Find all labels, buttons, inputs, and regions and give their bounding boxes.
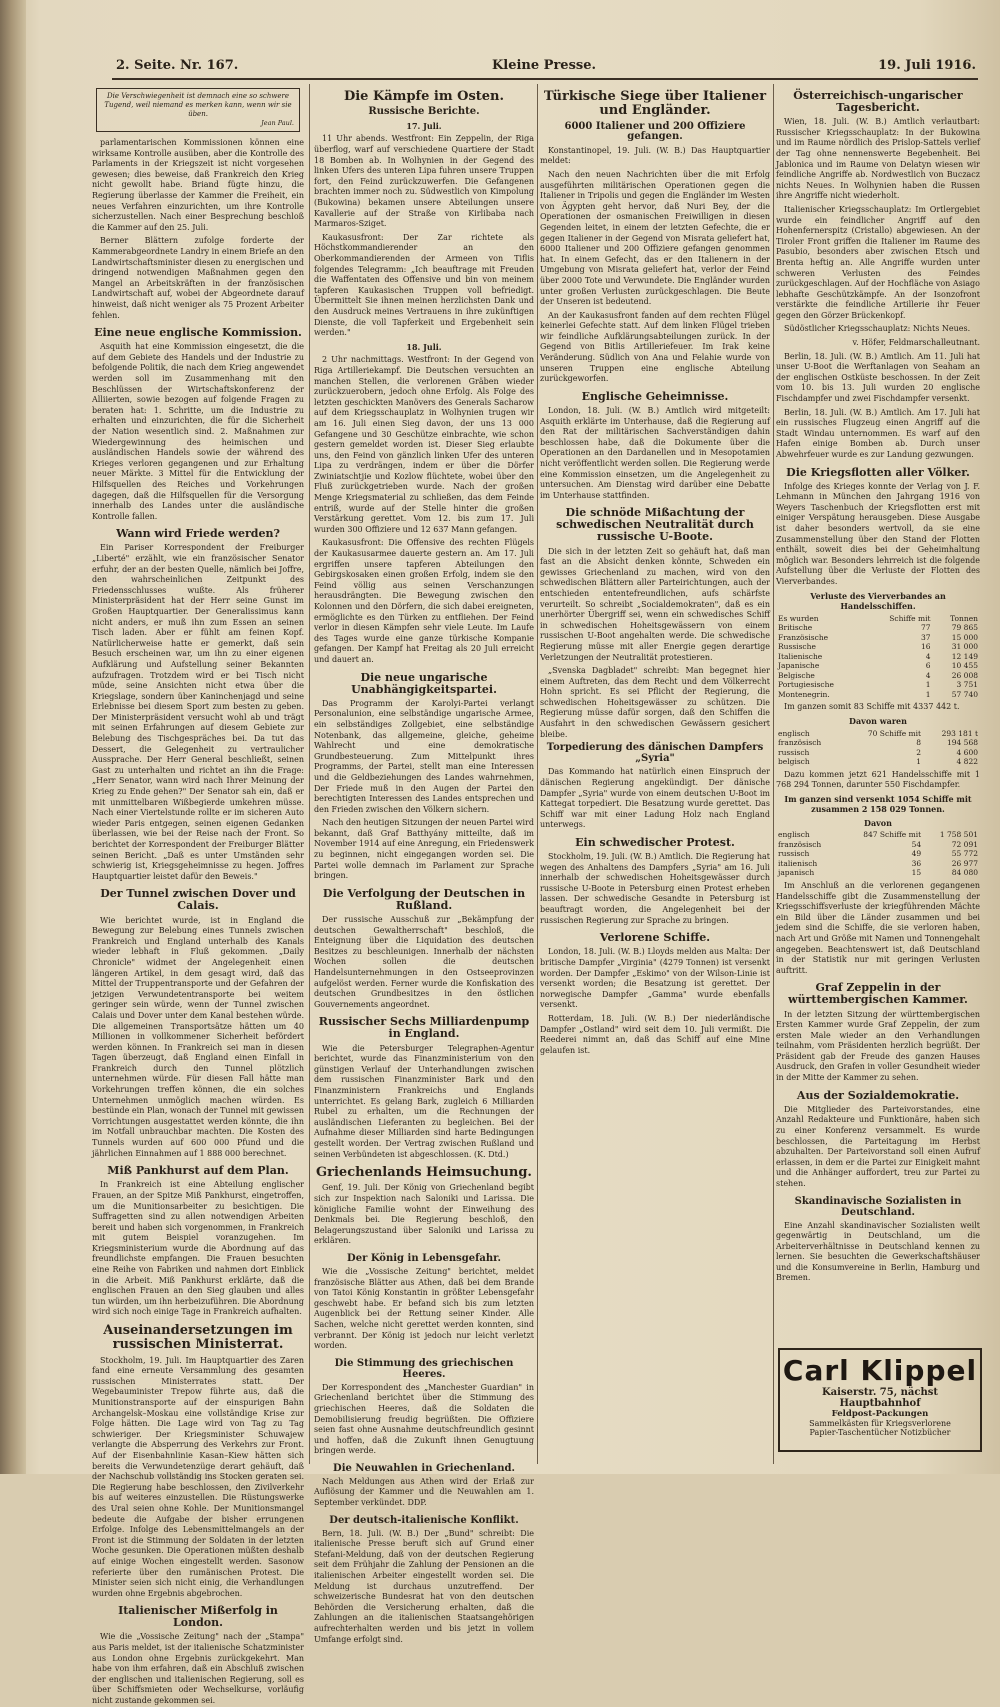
table-cell: 16 [920,642,931,652]
article-paragraph: In Frankreich ist eine Abteilung englischer Frauen, an der Spitze Miß Pankhurst, eingetroffen, um die Munitionsarbeiter zu besichtigen. Die Suffragetten sind zu allen notwendigen Arbeiten bereit und haben sich vorgenommen, in Frankreich mit gutem Beispiel voranzugehen. Im Kriegsministerium wurde die Abordnung auf das freundlichste empfangen. Die Frauen besuchten eine Reihe von Fabriken und nahmen dort Einblick in die Arbeit. Miß Pankhurst erklärte, daß die englischen Frauen an den Sieg glauben und alles tun würden, um ihn herbeizuführen. Die Abordnung wird sich noch einige Tage in Frankreich aufhalten. [92,1180,304,1317]
article-headline: Griechenlands Heimsuchung. [316,1165,532,1181]
article-paragraph: Im Anschluß an die verlorenen gegangenen Handelsschiffe gibt die Zusammenstellung der Kriegsschiffsverluste der kriegführenden Mächte ein Bild über die Länder zusammen und bei jedem sind die Schiffe, die sie verloren haben, nach Art und Größe mit Namen und Tonnengehalt angegeben. Beachtenswert ist, daß Deutschland in der Statistik nur mit geringen Verlusten auftritt. [776,880,981,975]
column-4 [776,84,980,1344]
advertisement [778,1348,982,1452]
ad-line: Papier-Taschentücher Notizbücher [809,1428,951,1437]
article-paragraph: London, 18. Juli. (W. B.) Amtlich wird mitgeteilt: Asquith erklärte im Unterhause, daß die Regierung auf den Rat der militärischen Sachverständigen dahin beschlossen habe, daß die Dokumente über die Operationen an den Dardanellen und in Mesopotamien nicht veröffentlicht werden sollen. Die Regierung werde eine Kommission einsetzen, um die Angelegenheit zu untersuchen. Am Dienstag wird darüber eine Debatte im Unterhause stattfinden. [540,405,770,500]
article-paragraph: Wien, 18. Juli. (W. B.) Amtlich verlautbart: Russischer Kriegsschauplatz: In der Bukowina und im Raume nördlich des Prislop-Sattels verlief der Tag ohne nennenswerte Begebenheit. Bei Jablonica und im Raume von Delatyn wiesen wir feindliche Angriffe ab. Nordwestlich von Buczacz nichts Neues. In Wolhynien haben die Russen ihre Angriffe nicht wiederholt. [776,117,980,201]
article-subheadline: 6000 Italiener und 200 Offiziere gefangen. [564,120,746,143]
table-row [776,849,980,859]
article-paragraph: Die sich in der letzten Zeit so gehäuft hat, daß man fast an die Absicht denken könnte, Schweden ein gewisses Griechenland zu machen, wird von den schwedischen Blättern aller Parteirichtungen, auch der entschieden ententefreundlichen, aufs schärfste verurteilt. So schreibt „Socialdemokraten", daß es ein unerhörter Übergriff sei, wenn ein schwedisches Schiff in schwedischen Hoheitsgewässern von einem russischen U-Boot angehalten werde. Die schwedische Regierung müsse mit aller Energie gegen derartige Verletzungen der Neutralität protestieren. [540,546,770,662]
article-paragraph: Das Kommando hat natürlich einen Einspruch der dänischen Regierung angekündigt. Der dänische Dampfer „Syria" wurde von einem deutschen U-Boot im Kattegat torpediert. Die Besatzung wurde gerettet. Das Schiff war mit einer Ladung Holz nach England unterwegs. [540,767,770,830]
table-cell: japanisch [778,868,815,878]
table-cell: 79 865 [951,623,978,633]
table-cell: 54 [911,839,922,849]
table-row [776,738,980,748]
losses-table-3 [776,830,980,878]
table-cell: Russische [778,642,816,652]
losses-table-2 [776,729,980,767]
table-cell: 6 [925,661,931,671]
article-paragraph: London, 18. Juli. (W. B.) Lloyds melden aus Malta: Der britische Dampfer „Virginia" (4279 Tonnen) ist versenkt worden. Der Dampfer „Eskimo" von der Wilson-Linie ist versenkt worden; die Besatzung ist gerettet. Der norwegische Dampfer „Gamma" wurde ebenfalls versenkt. [540,947,770,1010]
table-cell: 55 772 [951,849,978,859]
table-cell: englisch [778,830,810,840]
ad-line: Sammelkästen für Kriegsverlorene [809,1419,951,1428]
table-cell: 293 181 t [941,728,978,738]
article-subheadline: Torpedierung des dänischen Dampfers „Syria" [546,742,764,764]
article-paragraph: Nach Meldungen aus Athen wird der Erlaß zur Auflösung der Kammer und die Neuwahlen am 1. September verkündet. DDP. [314,1476,534,1508]
table-cell: 36 [911,858,922,868]
column-2 [314,84,534,1644]
table-cell: 1 758 501 [939,830,978,840]
table-cell: Britische [778,623,813,633]
table-cell: Es wurden [778,613,819,623]
article-paragraph: Stockholm, 19. Juli. Im Hauptquartier des Zaren fand eine erneute Versammlung des gesamten russischen Ministerrates statt. Der Wegebauminister Trepow führte aus, daß die Munitionstransporte auf der einspurigen Bahn Archangelsk–Moskau eine vollständige Krise zur Folge hätten. Die Lage wird von Tag zu Tag schwieriger. Der Kriegsminister Schuwajew verlangte die Absperrung des Verkehrs zur Front. Auf der Eisenbahnlinie Kasan–Kiew hätten sich bereits die Verwundetenzüge derart gehäuft, daß der Nachschub vollständig ins Stocken geraten sei. Die Regierung habe beschlossen, den Zivilverkehr bis auf weiteres einzustellen. Die Rüstungswerke des Ural seien ohne Kohle. Der Munitionsmangel bedeute die Aufgabe der bisher errungenen Erfolge. Infolge des Lebensmittelmangels an der Front ist die Stimmung der Soldaten in der letzten Woche gesunken. Die Operationen müßten deshalb auf einige Wochen eingestellt werden. Sasonow referierte über den rumänischen Protest. Die Minister seien sich nicht einig, die Verhandlungen wurden ohne Ergebnis abgebrochen. [92,1355,304,1598]
column-divider [537,84,538,1464]
losses-table-1 [776,614,980,700]
article-headline: Miß Pankhurst auf dem Plan. [107,1164,289,1178]
table-cell: 2 [916,747,922,757]
article-paragraph: parlamentarischen Kommissionen können eine wirksame Kontrolle ausüben, aber die Kontrolle des Parlaments in der Kriegszeit ist nicht vorgesehen gewesen; dies beweise, daß Frankreich den Krieg nicht gewollt habe. Briand fügte hinzu, die Regierung überlasse der Kammer die Freiheit, ein neues Verfahren einzurichten, um ihre Kontrolle sicherzustellen. Nach einer Besprechung beschloß die Kammer auf den 25. Juli. [92,138,304,232]
article-paragraph: Stockholm, 19. Juli. (W. B.) Amtlich. Die Regierung hat wegen des Anhaltens des Dampfers „Syria" am 16. Juli innerhalb der schwedischen Hoheitsgewässer durch russische U-Boote in Petersburg einen Protest erheben lassen. Der schwedische Gesandte in Petersburg ist beauftragt worden, die Angelegenheit bei der russischen Regierung zur Sprache zu bringen. [540,852,770,925]
masthead-rule [112,78,978,80]
table-cell: russisch [778,849,810,859]
article-paragraph: Infolge des Krieges konnte der Verlag von J. F. Lehmann in München den Jahrgang 1916 von Weyers Taschenbuch der Kriegsflotten erst mit einiger Verspätung herausgeben. Diese Ausgabe ist daher besonders wertvoll, da sie eine Zusammenstellung über den Stand der Flotten enthält, soweit dies bei der Geheimhaltung möglich war. Besonders lehrreich ist die folgende Aufstellung über die Verluste der Flotten des Vierverbandes. [776,481,980,587]
article-headline: Englische Geheimnisse. [581,389,729,403]
table-cell: Japanische [778,661,820,671]
article-paragraph: v. Höfer, Feldmarschalleutnant. [852,338,980,348]
table-cell: belgisch [778,757,810,766]
table-cell: 15 [911,868,922,878]
table-row [776,840,980,850]
table-cell: Portugiesische [778,680,834,690]
article-paragraph: Südöstlicher Kriegsschauplatz: Nichts Neues. [784,324,971,334]
article-paragraph: Berlin, 18. Juli. (W. B.) Amtlich. Am 17. Juli hat ein russisches Flugzeug einen Angriff auf die Stadt Windau unternommen. Es warf auf den Hafen einige Bomben ab. Durch unser Abwehrfeuer wurde es zur Landung gezwungen. [776,407,980,459]
table-cell: englisch [778,728,810,738]
table-row [776,859,980,869]
table-cell: 4 600 [956,747,978,757]
table-cell: 10 455 [951,661,978,671]
table-cell: 847 Schiffe mit [863,830,922,840]
article-paragraph: Nach den neuen Nachrichten über die mit Erfolg ausgeführten militärischen Operationen gegen die Italiener in Tripolis und gegen die Engländer im Westen von Ägypten geht hervor, daß Nuri Bey, der die Operationen der osmanischen Freiwilligen in diesen Gegenden leitet, in einem der letzten Gefechte, die er gegen Italiener in der Gegend von Misrata geliefert hat, 6000 Italiener und 200 Offiziere gefangen genommen hat. In einem Gefecht, das er den Italienern in der Umgebung von Misrata geliefert hat, verlor der Feind über 2000 Tote und Verwundete. Die Engländer wurden unter großen Verlusten zurückgeschlagen. Die Beute der Unseren ist bedeutend. [540,169,770,307]
table-note: Dazu kommen jetzt 621 Handelsschiffe mit 1 768 294 Tonnen, darunter 550 Fischdampfer. [776,769,980,790]
table-total: Im ganzen somit 83 Schiffe mit 4337 442 t. [784,702,960,712]
article-headline: Die Kämpfe im Osten. [343,89,505,104]
table-cell: 3 751 [956,680,978,690]
table-row [776,868,980,878]
article-headline: Russischer Sechs Milliardenpump in England. [318,1015,530,1041]
masthead [112,58,976,84]
article-paragraph: Kaukasusfront: Der Zar richtete als Höchstkommandierender an den Oberkommandierenden der Armeen von Tiflis folgendes Telegramm: „Ich beauftrage mit Freuden die Waffentaten des Offensive und bin von meinem tapferen Kaukasischen Truppen voll befriedigt. Übermittelt Sie ihnen meinen herzlichsten Dank und den Ausdruck meines Vertrauens in ihre zukünftigen Dienste, die voll Tapferkeit und Ergebenheit sein werden." [314,232,534,338]
article-paragraph: Asquith hat eine Kommission eingesetzt, die die auf dem Gebiete des Handels und der Industrie zu befolgende Politik, die nach dem Krieg angewendet werden soll im Zusammenhang mit den Beschlüssen der Wirtschaftskonferenz der Alliierten, sowie bezogen auf folgende Fragen zu beraten hat: 1. Schritte, um die Industrie zu erhalten und einzurichten, die für die Sicherheit der Nation wesentlich sind. 2. Maßnahmen zur Wiedergewinnung des heimischen und ausländischen Handels sowie der während des Krieges verloren gegangenen und zur Erhaltung neuer Märkte. 3 Mittel für die Entwicklung der Hilfsquellen des Reiches und Vorkehrungen dagegen, daß die Hilfsquellen für die Versorgung innerhalb des Landes unter die ausländische Kontrolle fallen. [92,342,304,521]
table-cell: italienisch [778,858,818,868]
article-paragraph: Wie die „Vossische Zeitung" berichtet, meldet französische Blätter aus Athen, daß bei dem Brande von Tatoi König Konstantin in größter Lebensgefahr geschwebt habe. Er befand sich bis zum letzten Augenblick bei der Rettung seiner Kinder. Alle Sachen, welche nicht gerettet werden konnten, sind verbrannt. Der König ist jedoch nur leicht verletzt worden. [314,1266,534,1351]
table-cell: französisch [778,738,822,747]
table-cell: 15 000 [951,632,978,642]
motto-text: Die Verschwiegenheit ist demnach eine so schwere Tugend, weil niemand es merken kann, wenn wir sie üben. [104,92,292,118]
article-paragraph: Bern, 18. Juli. (W. B.) Der „Bund" schreibt: Die italienische Presse beruft sich auf Grund einer Stefani-Meldung, daß von der deutschen Regierung seit dem Frühjahr die Zahlung der Pensionen an die italienischen Arbeiter eingestellt worden sei. Die Meldung ist durchaus unzutreffend. Der schweizerische Bundesrat hat von den deutschen Behörden die Versicherung erhalten, daß die Zahlungen an die italienischen Staatsangehörigen aufrechterhalten werden und bis jetzt in vollem Umfange erfolgt sind. [314,1528,534,1644]
table-cell: Tonnen [950,613,978,623]
column-divider [773,84,774,1464]
table-row [776,633,980,643]
table-row [776,830,980,840]
article-paragraph: Wie die „Vossische Zeitung" nach der „Stampa" aus Paris meldet, ist der italienische Schatzminister aus London ohne Ergebnis zurückgekehrt. Man habe von ihm erfahren, daß ein Abschluß zwischen der englischen und italienischen Regierung, soll es über Schiffsmieten oder Wechselkurse, vorläufig nicht zustande gekommen sei. [92,1632,304,1706]
table-row [776,652,980,662]
article-paragraph: „Svenska Dagbladet" schreibt: Man begegnet hier einem Auftreten, das dem Recht und dem Völkerrecht Hohn spricht. Es sei Pflicht der Regierung, die schwedischen Hoheitsgewässer zu schützen. Die Regierung müsse dafür sorgen, daß den Schiffen die Ausfahrt in den schwedischen Gewässern gesichert bleibe. [540,666,770,739]
column-3 [540,84,770,1454]
table-row [776,729,980,739]
table-cell: 12 149 [951,651,978,661]
article-paragraph: Das Programm der Karolyi-Partei verlangt Personalunion, eine selbständige ungarische Armee, ein selbständiges Zollgebiet, eine selbständige Notenbank, das allgemeine, gleiche, geheime Wahlrecht und eine demokratische Grundbesteuerung. Zum Mittelpunkt ihres Programms, der Partei, stellt man eine Interessen und die Geldbeziehungen des Landes wahrnehmen, Der Friede muß in den Augen der Partei den berechtigten Interessen des Landes entsprechen und den Frieden zwischen den Völkern sichern. [314,698,534,814]
article-headline: Verlorene Schiffe. [599,931,711,945]
motto-attribution: Jean Paul. [261,119,294,127]
issue-date: 19. Juli 1916. [878,58,976,73]
table-row [776,642,980,652]
table-cell: 70 Schiffe mit [867,728,922,738]
table-row [776,690,980,700]
article-paragraph: Eine Anzahl skandinavischer Sozialisten weilt gegenwärtig in Deutschland, um die Arbeiterverhältnisse in Deutschland kennen zu lernen. Sie besuchten die Gewerkschaftshäuser und die Konsumvereine in Berlin, Hamburg und Bremen. [776,1220,980,1283]
article-paragraph: In der letzten Sitzung der württembergischen Ersten Kammer wurde Graf Zeppelin, der zum ersten Male wieder an den Verhandlungen teilnahm, vom Präsidenten herzlich begrüßt. Der Präsident gab der Freude des ganzen Hauses Ausdruck, den Grafen in voller Gesundheit wieder in der Mitte der Kammer zu sehen. [776,1009,980,1083]
column-divider [309,84,310,1464]
table-cell: französisch [778,839,822,849]
table-row [776,614,980,624]
article-paragraph: Kaukasusfront: Die Offensive des rechten Flügels der Kaukasusarmee dauerte gestern an. Am 17. Juli ergriffen unsere tapferen Abteilungen den Gebirgskosaken einen großen Erfolg, indem sie den Feind völlig aus seinen Verschanzungen herausdrängten. Die Bewegung zwischen den Kolonnen und den Dörfern, die sich dabei ereigneten, ermöglichte es den Türken zu entfliehen. Der Feind verlor in diesen Kämpfen sehr viele Leute. Im Laufe des Tages wurde eine ganze türkische Kompanie gefangen. Der Kampf hat Freitag als 20 Juli erreicht und dauert an. [314,538,534,664]
table-row [776,757,980,767]
article-headline: Aus der Sozialdemokratie. [796,1088,960,1102]
article-subheadline: Russische Berichte. [368,106,480,118]
article-paragraph: Wie die Petersburger Telegraphen-Agentur berichtet, wurde das Finanzministerium von den günstigen Verlauf der Unterhandlungen zwischen dem russischen Finanzminister Bark und den Finanzministern Frankreichs und Englands unterrichtet. Es gelang Bark, zugleich 6 Milliarden Rubel zu erhalten, um die Rechnungen der ausländischen Lieferanten zu begleichen. Bei der Aufnahme dieser Milliarden sind harte Bedingungen gestellt worden. Der Vertrag zwischen Rußland und seinen Verbündeten ist abgeschlossen. (K. Dtd.) [314,1043,534,1159]
table-cell: 49 [911,849,922,859]
advertiser-address: Kaiserstr. 75, nächst Hauptbahnhof [821,1387,939,1409]
table-cell: 84 080 [951,868,978,878]
article-paragraph: Berlin, 18. Juli. (W. B.) Amtlich. Am 11. Juli hat unser U-Boot die Werftanlagen von Seaham an der englischen Ostküste beschossen. In der Zeit vom 10. bis 13. Juli wurden 20 englische Fischdampfer und zwei Fischdampfer versenkt. [776,351,980,404]
table-row [776,661,980,671]
column-1 [92,84,304,1706]
article-paragraph: Genf, 19. Juli. Der König von Griechenland begibt sich zur Inspektion nach Saloniki und Larissa. Die königliche Familie wohnt der Einweihung des Denkmals bei. Die Regierung beschloß, den Belagerungszustand über Saloniki und Larissa zu erklären. [314,1183,534,1246]
article-headline: Die schnöde Mißachtung der schwedischen Neutralität durch russische U-Boote. [556,506,754,544]
table-row [776,671,980,681]
article-headline: Die Stimmung des griechischen Heeres. [334,1357,514,1380]
table-cell: 4 822 [956,757,978,766]
table-row [776,748,980,758]
table-cell: 4 [925,670,931,680]
article-headline: Auseinandersetzungen im russischen Ministerrat. [103,1323,293,1353]
article-headline: Die Verfolgung der Deutschen in Rußland. [322,886,526,912]
ad-line: Feldpost-Packungen [831,1409,929,1419]
article-paragraph: Nach den heutigen Sitzungen der neuen Partei wird bekannt, daß Graf Batthyány mitteilte, daß im November 1914 auf eine Anregung, ein Friedenswerk zu beginnen, nicht eingegangen worden sei. Die Partei wolle demnach im Parlament zur Sprache bringen. [314,818,534,881]
table-cell: Französische [778,632,829,642]
article-headline: Graf Zeppelin in der württembergischen Kammer. [788,981,968,1007]
dateline: 18. Juli. [406,341,442,352]
article-paragraph: Der Korrespondent des „Manchester Guardian" in Griechenland berichtet über die Stimmung des griechischen Heeres, daß die Soldaten die Demobilisierung freudig begrüßten. Die Offiziere seien fast ohne Ausnahme deutschfreundlich gesinnt und hoffen, daß die Zukunft ihnen Genugtuung bringen werde. [314,1382,534,1456]
table-cell: Belgische [778,670,815,680]
article-headline: Der Tunnel zwischen Dover und Calais. [100,887,296,913]
table-cell: 37 [920,632,931,642]
table-cell: 1 [916,757,922,766]
table-caption: Im ganzen sind versenkt 1054 Schiffe mit zusammen 2 158 029 Tonnen. [784,793,972,815]
article-headline: Skandinavische Sozialisten in Deutschland. [794,1195,962,1218]
table-cell: 26 008 [951,670,978,680]
article-paragraph: Italienischer Kriegsschauplatz: Im Ortlergebiet wurde ein feindlicher Angriff auf den Hohenfernerspitz (Cristallo) abgewiesen. An der Tiroler Front griffen die Italiener im Raume des Pasubio, besonders aber zwischen Etsch und Brenta heftig an. Alle Angriffe wurden unter schweren Verlusten des Feindes zurückgeschlagen. Auf der Hochfläche von Asiago lebhafte Geschützkämpfe. An der Isonzofront verstärkte die feindliche Artillerie ihr Feuer gegen den Görzer Brückenkopf. [776,204,980,320]
table-cell: russisch [778,747,810,757]
article-paragraph: 11 Uhr abends. Westfront: Ein Zeppelin, der Riga überflog, warf auf verschiedene Quartiere der Stadt 18 Bomben ab. In Wolhynien in der Gegend des linken Ufers des unteren Lipa fuhren unsere Truppen fort, den Feind zurückzuwerfen. Die Gefangenen brachten immer noch zu. Südwestlich von Kimpolung (Bukowina) bekamen unsere Abteilungen unsere Kavallerie auf der Straße von Kirlibaba nach Marmaros-Sziget. [314,134,534,229]
article-headline: Der deutsch-italienische Konflikt. [329,1514,519,1526]
article-paragraph: Konstantinopel, 19. Juli. (W. B.) Das Hauptquartier meldet: [540,145,770,166]
table-cell: 194 568 [946,738,978,747]
table-cell: 1 [925,680,931,690]
article-paragraph: Ein Pariser Korrespondent der Freiburger „Liberté" erzählt, wie ein französischer Senator erfuhr, der an der besten Quelle, nämlich bei Joffre, den wahrscheinlichen Zeitpunkt des Friedensschlusses wußte. Als früherer Ministerpräsident hat der Herr seine Gunst im Großen Hauptquartier. Der Generalissimus kann nicht anders, er muß ihn zum Essen an seinen Tisch laden. Aber er fühlt am feinen Kopf. Natürlicherweise hatte er gemerkt, daß sein Besuch erscheinen war, um ihn zu einer eigenen Aufklärung und Aufstellung seiner Bekannten aufzufragen. Trotzdem wird er bei Tisch nicht müde, seine Ansichten nicht etwa über die Kriegslage, sondern über Kaninchenjagd und seine Erlebnisse bei diesem Sport zum besten zu geben. Der Ministerpräsident versucht wohl ab und trägt mit seinen Erfahrungen auf diesem Gebiete zur Belebung des Tischgespräches bei. Da tut das Dessert, die Gelegenheit zu vertraulicher Aussprache. Der Herr General beschließt, seinen Gast zu unterhalten und richtet an ihn die Frage: „Herr Senator, wann wird nach Ihrer Meinung der Krieg zu Ende gehen?" Der Senator sah ein, daß er mit unmittelbaren Wißbegierde umkehren müsse. Nach einer Viertelstunde rollte er im sicheren Auto wieder Paris entgegen, seinen eigenen Gedanken überlassen, wie bei der Reise nach der Front. So berichtet der Korrespondent der Freiburger Blätter seinen Bericht. „Daß es unter Umständen sehr schwierig ist, Kriegsgeheimnisse zu hegen. Joffres Hauptquartier leistet dafür den Beweis." [92,543,304,881]
article-paragraph: Der russische Ausschuß zur „Bekämpfung der deutschen Gewaltherrschaft" beschloß, die Enteignung über die Liquidation des deutschen Besitzes zu beschleunigen. Innerhalb der nächsten Wochen sollen die deutschen Handelsunternehmungen in den Ostseeprovinzen aufgelöst werden. Ferner wurde die Konfiskation des deutschen Grundbesitzes in den östlichen Gouvernements angeordnet. [314,915,534,1009]
table-cell: Schiffe mit [889,613,931,623]
article-headline: Die neue ungarische Unabhängigkeitspartei. [351,670,497,696]
article-headline: Türkische Siege über Italiener und Engländer. [543,89,767,119]
table-row [776,680,980,690]
article-paragraph: 2 Uhr nachmittags. Westfront: In der Gegend von Riga Artilleriekampf. Die Deutschen versuchten an manchen Stellen, die verlorenen Gräben wieder zurückzuerobern, jedoch ohne Erfolg. Als Folge des letzten geschickten Manövers des Generals Sacharow auf dem Kriegsschauplatz in Wolhynien trugen wir am 16. Juli einen Sieg davon, der uns 13 000 Gefangene und 30 Geschütze einbrachte, wie schon gestern gemeldet worden ist. Dieser Sieg erlaubte uns, den Feind von gänzlich linken Ufer des unteren Lipa zu verdrängen, indem er über die Dörfer Zwiniatschtjie und Kozlow flüchtete, wobei über den Fluß zurückgetrieben wurde. Nach der großen Menge Kriegsmaterial zu schließen, das dem Feinde entriß, wurde auf der Stelle hinter die großen Verstärkung gerettet. Vom 12. bis zum 17. Juli wurden 300 Offiziere und 12 637 Mann gefangen. [314,355,534,534]
article-headline: Österreichisch-ungarischer Tagesbericht. [793,89,963,115]
article-paragraph: Die Mitglieder des Parteivorstandes, eine Anzahl Redakteure und Funktionäre, haben sich zu einer Konferenz versammelt. Es wurde beschlossen, die Parteitagung im Herbst abzuhalten. Der Parteivorstand soll einen Aufruf erlassen, in dem er die Partei zur Einigkeit mahnt und die Anhänger auffordert, treu zur Partei zu stehen. [776,1104,980,1188]
article-headline: Wann wird Friede werden? [116,527,280,541]
article-headline: Der König in Lebensgefahr. [347,1252,501,1264]
table-caption: Verluste des Vierverbandes an Handelsschiffen. [810,590,946,612]
table-cell: 57 740 [951,689,978,699]
article-headline: Italienischer Mißerfolg in London. [118,1604,278,1630]
article-headline: Ein schwedischer Protest. [575,836,735,849]
binding-edge [0,0,26,1474]
article-paragraph: Rotterdam, 18. Juli. (W. B.) Der niederländische Dampfer „Ostland" wird seit dem 10. Juli vermißt. Die Reederei nimmt an, daß das Schiff auf eine Mine gelaufen ist. [540,1013,770,1055]
table-cell: 4 [925,651,931,661]
table-cell: 26 977 [951,858,978,868]
motto-box [96,88,300,132]
table-cell: 31 000 [951,642,978,652]
newspaper-title: Kleine Presse. [491,58,597,73]
article-headline: Die Kriegsflotten aller Völker. [786,465,970,479]
table-cell: 77 [920,623,931,633]
article-headline: Die Neuwahlen in Griechenland. [333,1462,515,1474]
article-paragraph: An der Kaukasusfront fanden auf dem rechten Flügel keinerlei Gefechte statt. Auf dem linken Flügel trieben wir feindliche Aufklärungsabteilungen zurück. In der Gegend von Bitlis Artilleriefeuer. Im Irak keine Veränderung. Südlich von Ana und Felahie wurde von unseren Truppen eine englische Abteilung zurückgeworfen. [540,310,770,384]
table-caption: Davon [864,817,892,828]
table-cell: 8 [916,738,922,747]
table-caption: Davon waren [849,715,907,726]
table-cell: Italienische [778,651,823,661]
article-paragraph: Berner Blättern zufolge forderte der Kammerabgeordnete Landry in einem Briefe an den Landwirtschaftsminister diesen zu energischen und dringend notwendigen Maßnahmen gegen den Mangel an Arbeitskräften in der französischen Landwirtschaft auf, wobei der Abgeordnete darauf hinweist, daß nicht weniger als 75 Prozent Arbeiter fehlen. [92,236,304,320]
table-cell: Montenegrin. [778,689,830,699]
table-cell: 1 [925,689,931,699]
page-number: 2. Seite. Nr. 167. [116,58,239,73]
article-paragraph: Wie berichtet wurde, ist in England die Bewegung zur Belebung eines Tunnels zwischen Frankreich und England unterhalb des Kanals wieder lebhaft in Fluß gekommen. „Daily Chronicle" widmet der Angelegenheit einen längeren Artikel, in dem gesagt wird, daß das Mittel der Truppentransporte und der Gefahren der jetzigen Verwundetentransporte bei weitem geringer sein würde, wenn der Tunnel zwischen Calais und Dover unter dem Kanal bestehen würde. Die allgemeinen Transportsätze hätten um 40 Millionen in vollkommener Sicherheit befördert werden können. In Frankreich sei man in diesen Tagen überzeugt, daß England einen Einfall in Frankreich durch den Tunnel plötzlich unternehmen würde. Für diesen Fall hätte man Vorkehrungen treffen können, die ein solches Unternehmen unmöglich machen würden. Es bestünde ein Plan, wonach der Tunnel mit gewissen Vorrichtungen ausgestattet werden könnte, die ihn im Notfall unbrauchbar machten. Die Kosten des Tunnels wurden auf 600 000 Pfund und die jährlichen Einnahmen auf 1 888 000 berechnet. [92,915,304,1158]
article-headline: Eine neue englische Kommission. [94,326,302,340]
dateline: 17. Juli. [406,120,442,131]
table-cell: 72 091 [951,839,978,849]
table-row [776,623,980,633]
advertiser-name: Carl Klippel [782,1354,978,1387]
